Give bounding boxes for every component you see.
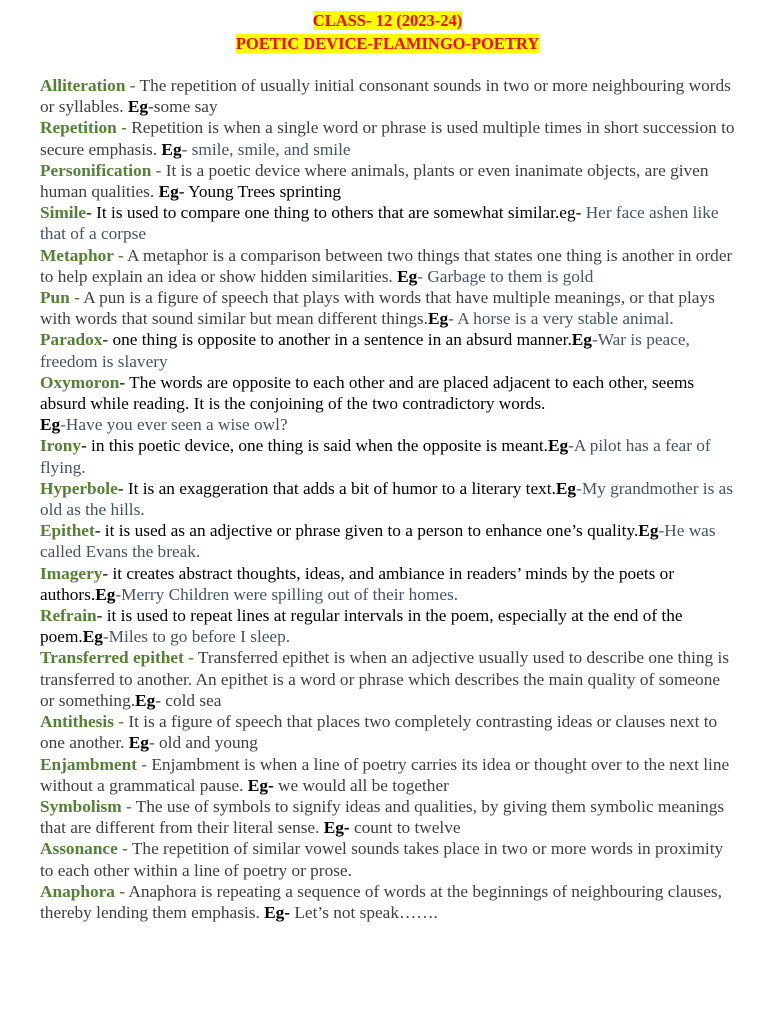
definition: Repetition is when a single word or phrase is used multiple times in short succession to secure emphasis. [40, 118, 735, 159]
subject-title-line [40, 32, 735, 55]
term: Refrain [40, 606, 97, 626]
definition: Enjambment is when a line of poetry carries its idea or thought over to the next line without a grammatical pause. [40, 754, 730, 795]
entry-anaphora [40, 881, 735, 923]
term: Imagery [40, 563, 103, 583]
entry-paradox [40, 329, 735, 371]
subject-title: POETIC DEVICE-FLAMINGO-POETRY [235, 34, 540, 53]
term: Pun - [40, 288, 80, 308]
entry-oxymoron [40, 372, 735, 436]
example: -Merry Children were spilling out of their homes. [115, 584, 459, 604]
example: - old and young [148, 733, 258, 753]
eg-label: Eg [571, 330, 592, 350]
example: count to twelve [349, 818, 461, 838]
eg-label: Eg [82, 627, 103, 647]
definition: Anaphora is repeating a sequence of words at the beginnings of neighbouring clauses, thereby lending them emphasis. [40, 881, 722, 922]
eg-label: Eg [95, 584, 116, 604]
entry-pun [40, 287, 735, 329]
term: Personification - [40, 160, 162, 180]
definition: - in this poetic device, one thing is said when the opposite is meant. [80, 436, 548, 456]
eg-label: Eg [135, 690, 156, 710]
definition: A pun is a figure of speech that plays with words that have multiple meanings, or that plays with words that sound similar but mean different things. [40, 288, 715, 329]
example: -A pilot has a fear of flying. [40, 436, 711, 477]
entry-antithesis [40, 711, 735, 753]
eg-label: Eg [638, 521, 659, 541]
definition: - it is used to repeat lines at regular intervals in the poem, especially at the end of the poem. [40, 606, 683, 647]
eg-label: Eg- [247, 775, 274, 795]
term: Enjambment - [40, 754, 148, 774]
term: Repetition - [40, 118, 127, 138]
entry-hyperbole [40, 478, 735, 520]
definition: - it creates abstract thoughts, ideas, and ambiance in readers’ minds by the poets or authors. [40, 563, 675, 604]
eg-label: Eg [158, 182, 179, 202]
term: Antithesis - [40, 712, 125, 732]
entry-simile [40, 202, 735, 244]
eg-label: Eg- [264, 902, 291, 922]
term: Hyperbole [40, 478, 118, 498]
example: - smile, smile, and smile [181, 139, 351, 159]
class-title-line [40, 9, 735, 32]
entry-alliteration [40, 75, 735, 117]
example: we would all be together [273, 775, 449, 795]
document-header [40, 9, 735, 55]
eg-label: Eg [547, 436, 569, 456]
term: Transferred epithet - [40, 648, 194, 668]
example: -My grandmother is as old as the hills. [40, 478, 734, 520]
eg-label: Eg [427, 309, 449, 329]
eg-label: Eg [161, 139, 182, 159]
term: Irony [40, 436, 81, 456]
entry-refrain [40, 605, 735, 647]
example: - cold sea [155, 690, 222, 710]
eg-label: Eg [40, 415, 61, 435]
term: Oxymoron [40, 372, 120, 392]
entry-repetition [40, 117, 735, 159]
entry-enjambment [40, 754, 735, 796]
entry-symbolism [40, 796, 735, 838]
example: -War is peace, freedom is slavery [40, 330, 690, 371]
entry-assonance [40, 838, 735, 880]
definition: - one thing is opposite to another in a sentence in an absurd manner. [102, 330, 572, 350]
term: Assonance - [40, 839, 128, 859]
definition: The repetition of usually initial consonant sounds in two or more neighbouring words or syllables. [40, 76, 731, 117]
example: - Garbage to them is gold [417, 266, 594, 286]
eg-label: Eg [397, 266, 418, 286]
example: Let’s not speak……. [290, 902, 438, 922]
eg-label: Eg [127, 97, 149, 117]
entry-irony [40, 435, 735, 477]
term: Anaphora - [40, 881, 125, 901]
example: -some say [148, 97, 218, 117]
eg-label: Eg [555, 478, 577, 498]
definition: A metaphor is a comparison between two things that states one thing is another in order to help explain an idea or show hidden similarities. [40, 245, 733, 286]
poetic-devices-list [40, 75, 735, 923]
entry-transferred-epithet [40, 647, 735, 711]
definition: The use of symbols to signify ideas and qualities, by giving them symbolic meanings that are different from their literal sense. [40, 796, 725, 838]
definition: - It is used to compare one thing to others that are somewhat similar.eg- [86, 203, 586, 223]
entry-metaphor [40, 245, 735, 287]
class-title: CLASS- 12 (2023-24) [312, 11, 463, 30]
entry-personification [40, 160, 735, 202]
definition: It is a poetic device where animals, plants or even inanimate objects, are given human qualities. [40, 160, 709, 202]
example: Her face ashen like that of a corpse [40, 203, 719, 244]
term: Paradox [40, 330, 103, 350]
definition: - The words are opposite to each other and are placed adjacent to each other, seems absurd while reading. It is the conjoining of the two contradictory words. [40, 372, 695, 414]
example: -Miles to go before I sleep. [102, 627, 291, 647]
definition: - It is an exaggeration that adds a bit of humor to a literary text. [117, 478, 556, 498]
example: -He was called Evans the break. [40, 521, 716, 562]
term: Epithet [40, 521, 95, 541]
entry-epithet [40, 520, 735, 562]
entry-imagery [40, 563, 735, 605]
term: Metaphor - [40, 245, 124, 265]
term: Symbolism - [40, 796, 132, 816]
definition: The repetition of similar vowel sounds takes place in two or more words in proximity to each other within a line of poetry or prose. [40, 839, 724, 880]
definition: Transferred epithet is when an adjective usually used to describe one thing is transferred to another. An epithet is a word or phrase which describes the main quality of someone or something. [40, 648, 730, 710]
eg-label: Eg- [323, 818, 350, 838]
term: Alliteration - [40, 76, 136, 95]
term: Simile [40, 203, 87, 223]
example: - Young Trees sprinting [178, 182, 342, 202]
eg-label: Eg [128, 733, 149, 753]
example: -Have you ever seen a wise owl? [60, 415, 288, 435]
definition: It is a figure of speech that places two completely contrasting ideas or clauses next to one another. [40, 712, 718, 753]
example: - A horse is a very stable animal. [448, 309, 674, 329]
definition: - it is used as an adjective or phrase given to a person to enhance one’s quality. [94, 521, 639, 541]
